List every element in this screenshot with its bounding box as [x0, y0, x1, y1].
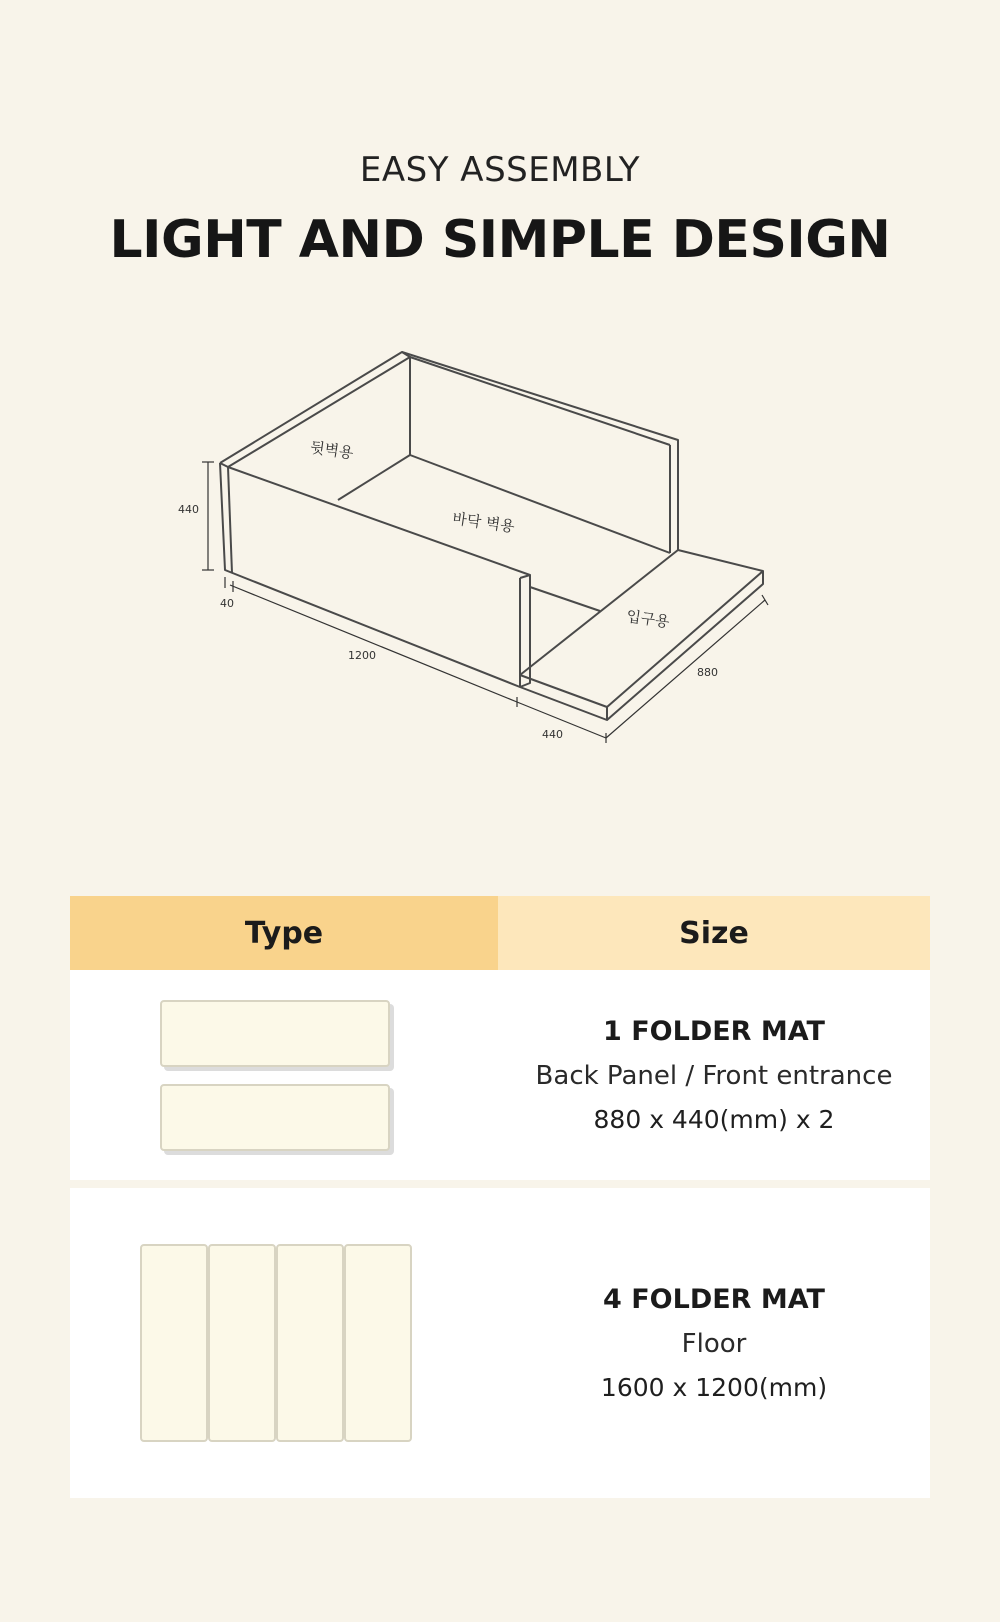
- size-cell: [498, 1188, 930, 1498]
- mat-name: 1 FOLDER MAT: [603, 1016, 825, 1047]
- entrance-mat: [520, 550, 763, 720]
- label-back-wall: 뒷벽용: [308, 438, 355, 463]
- section-title: LIGHT AND SIMPLE DESIGN: [109, 210, 891, 270]
- table-row: [70, 970, 930, 1180]
- fold-panel: [140, 1244, 208, 1442]
- dim-depth: 880: [697, 666, 718, 679]
- assembly-diagram: [170, 345, 810, 785]
- entrance-mat-top: [607, 571, 763, 707]
- section-subtitle: EASY ASSEMBLY: [359, 150, 641, 190]
- mat-name: 4 FOLDER MAT: [603, 1284, 825, 1315]
- fold-panel: [276, 1244, 344, 1442]
- label-entrance: 입구용: [625, 607, 671, 632]
- floor-right-edge: [410, 455, 670, 553]
- header-size: Size: [498, 896, 930, 970]
- spec-table: [70, 896, 930, 1498]
- right-wall-inner: [410, 357, 670, 445]
- dim-height: 440: [178, 503, 199, 516]
- panel-mat-top: [160, 1000, 390, 1067]
- front-wall-face: [228, 467, 232, 573]
- mat-dimensions: 1600 x 1200(mm): [600, 1373, 828, 1402]
- right-wall-outline: [402, 352, 678, 550]
- size-cell: [498, 970, 930, 1180]
- dim-entrance-length: 440: [542, 728, 563, 741]
- mat-illustration-1-folder: [70, 970, 498, 1180]
- table-row: [70, 1188, 930, 1498]
- panel-mat-bottom: [160, 1084, 390, 1151]
- dim-thickness: 40: [220, 597, 234, 610]
- header-type: Type: [70, 896, 498, 970]
- mat-description: Back Panel / Front entrance: [535, 1061, 893, 1091]
- label-floor-wall: 바닥 벽용: [451, 509, 516, 536]
- table-header: [70, 896, 930, 970]
- mat-illustration-4-folder: [70, 1188, 498, 1498]
- fold-panel: [208, 1244, 276, 1442]
- floor-back-edge: [338, 455, 410, 500]
- mat-dimensions: 880 x 440(mm) x 2: [593, 1105, 835, 1134]
- mat-description: Floor: [681, 1329, 747, 1359]
- fold-panel: [344, 1244, 412, 1442]
- dim-length: 1200: [348, 649, 376, 662]
- floor-front-edge: [530, 587, 600, 611]
